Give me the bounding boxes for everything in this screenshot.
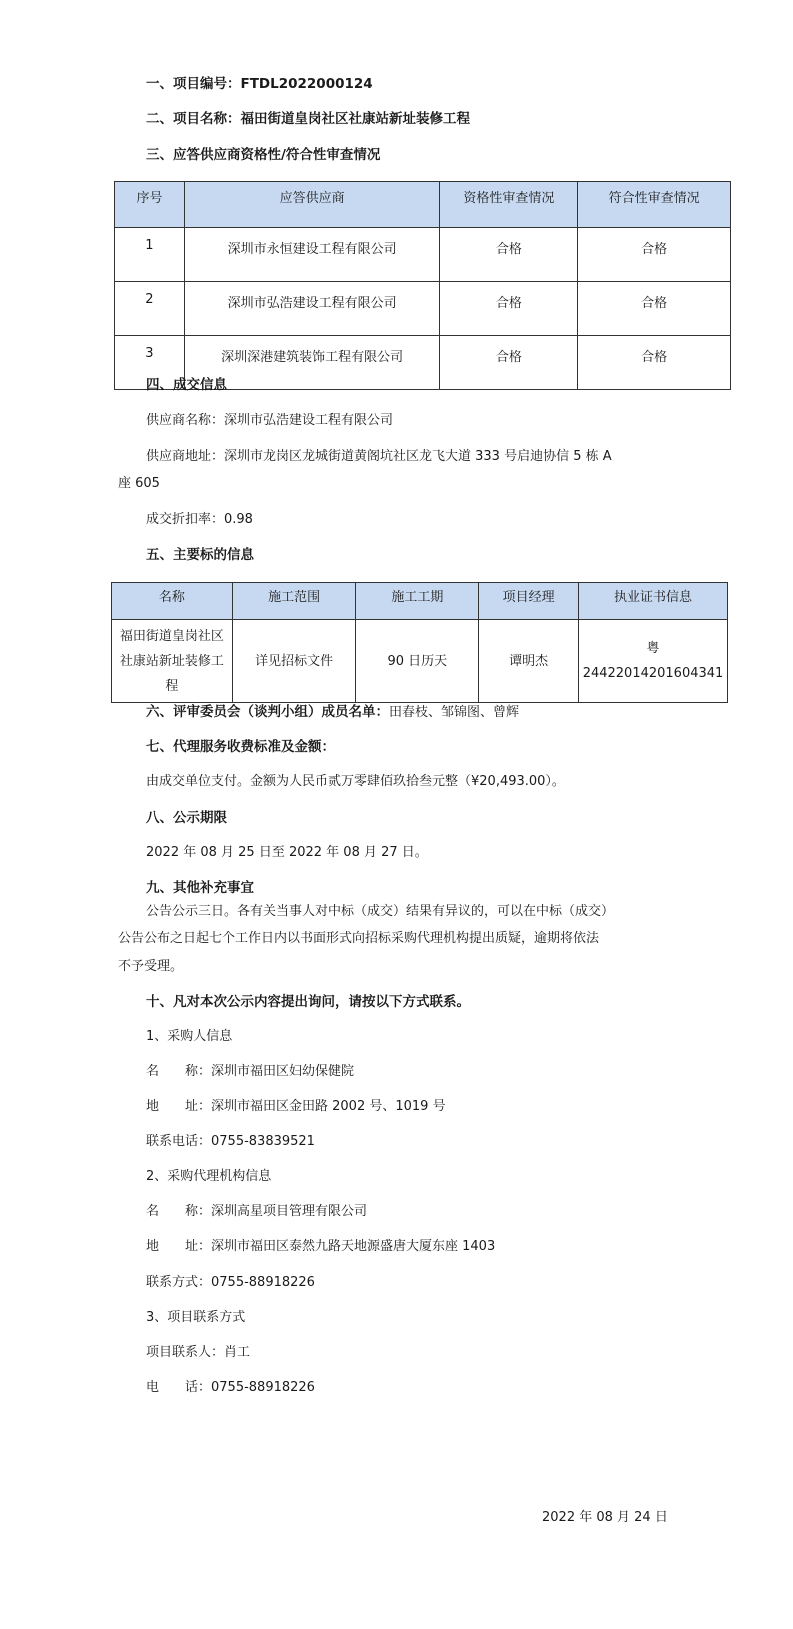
- cell-certificate: 粤 24422014201604341: [578, 620, 727, 703]
- purchaser-heading: 1、采购人信息: [146, 1029, 233, 1044]
- supplier-address: 供应商地址：深圳市龙岗区龙城街道黄阁坑社区龙飞大道 333 号启迪协信 5 栋 A: [146, 449, 612, 464]
- purchaser-phone: 联系电话：0755-83839521: [146, 1134, 315, 1149]
- section-deal-info: 四、成交信息: [146, 377, 227, 393]
- section-main-subject: 五、主要标的信息: [146, 547, 254, 563]
- col-header-manager: 项目经理: [479, 583, 579, 620]
- notice-text-cont: 不予受理。: [118, 959, 184, 974]
- project-contact-phone: 电 话：0755-88918226: [146, 1380, 315, 1395]
- col-header-certificate: 执业证书信息: [578, 583, 727, 620]
- supplier-name: 供应商名称：深圳市弘浩建设工程有限公司: [146, 413, 394, 428]
- committee-label: 六、评审委员会（谈判小组）成员名单：: [146, 704, 389, 720]
- notice-text: 公告公示三日。各有关当事人对中标（成交）结果有异议的，可以在中标（成交）: [146, 904, 615, 919]
- cell-qualification: 合格: [440, 336, 578, 390]
- agency-address: 地 址：深圳市福田区泰然九路天地源盛唐大厦东座 1403: [146, 1239, 496, 1254]
- section-project-name: 二、项目名称：福田街道皇岗社区社康站新址装修工程: [146, 111, 470, 127]
- cell-qualification: 合格: [440, 282, 578, 336]
- col-header-period: 施工工期: [356, 583, 479, 620]
- col-header-scope: 施工范围: [232, 583, 356, 620]
- cell-index: 1: [115, 228, 185, 282]
- cell-scope: 详见招标文件: [232, 620, 356, 703]
- table-row: [112, 620, 728, 703]
- col-header-index: 序号: [115, 182, 185, 228]
- notice-text-cont: 公告公布之日起七个工作日内以书面形式向招标采购代理机构提出质疑，逾期将依法: [118, 931, 600, 946]
- section-contact: 十、凡对本次公示内容提出询问，请按以下方式联系。: [146, 994, 470, 1010]
- supplier-address-cont: 座 605: [118, 476, 160, 491]
- table-header-row: [112, 583, 728, 620]
- col-header-name: 名称: [112, 583, 233, 620]
- discount-rate: 成交折扣率：0.98: [146, 512, 253, 527]
- cell-name-line: 福田街道皇岗社区: [119, 628, 224, 644]
- cell-compliance: 合格: [578, 282, 731, 336]
- section-committee: [146, 700, 519, 720]
- cell-name: [112, 620, 233, 703]
- notice-period-text: 2022 年 08 月 25 日至 2022 年 08 月 27 日。: [146, 845, 428, 860]
- purchaser-name: 名 称：深圳市福田区妇幼保健院: [146, 1064, 355, 1079]
- col-header-qualification: 资格性审查情况: [440, 182, 578, 228]
- project-contact-person: 项目联系人：肖工: [146, 1345, 251, 1360]
- subject-table: [111, 582, 728, 703]
- cell-name-line: 社康站新址装修工: [119, 653, 224, 669]
- cell-compliance: 合格: [578, 228, 731, 282]
- cell-supplier: 深圳深港建筑装饰工程有限公司: [184, 336, 440, 390]
- committee-members: 田春枝、邹锦图、曾辉: [389, 705, 520, 720]
- purchaser-address: 地 址：深圳市福田区金田路 2002 号、1019 号: [146, 1099, 446, 1114]
- cell-supplier: 深圳市弘浩建设工程有限公司: [184, 282, 440, 336]
- section-review-heading: 三、应答供应商资格性/符合性审查情况: [146, 147, 381, 163]
- cell-supplier: 深圳市永恒建设工程有限公司: [184, 228, 440, 282]
- section-notice-period: 八、公示期限: [146, 810, 227, 826]
- section-other-matters: 九、其他补充事宜: [146, 880, 254, 896]
- agency-name: 名 称：深圳高星项目管理有限公司: [146, 1204, 368, 1219]
- col-header-supplier: 应答供应商: [184, 182, 440, 228]
- col-header-compliance: 符合性审查情况: [578, 182, 731, 228]
- agency-heading: 2、采购代理机构信息: [146, 1169, 272, 1184]
- cell-manager: 谭明杰: [479, 620, 579, 703]
- section-agency-fee: 七、代理服务收费标准及金额：: [146, 739, 335, 755]
- agency-phone: 联系方式：0755-88918226: [146, 1275, 315, 1290]
- table-header-row: [115, 182, 731, 228]
- cell-index: 3: [115, 336, 185, 390]
- cell-index: 2: [115, 282, 185, 336]
- table-row: [115, 228, 731, 282]
- cell-period: 90 日历天: [356, 620, 479, 703]
- cell-qualification: 合格: [440, 228, 578, 282]
- review-table: [114, 181, 731, 390]
- cell-name-line: 程: [165, 678, 179, 694]
- document-date: 2022 年 08 月 24 日: [542, 1510, 668, 1525]
- section-project-number: 一、项目编号：FTDL2022000124: [146, 76, 373, 92]
- fee-text: 由成交单位支付。金额为人民币贰万零肆佰玖拾叁元整（¥20,493.00）。: [146, 774, 565, 789]
- cell-compliance: 合格: [578, 336, 731, 390]
- project-contact-heading: 3、项目联系方式: [146, 1310, 246, 1325]
- table-row: [115, 282, 731, 336]
